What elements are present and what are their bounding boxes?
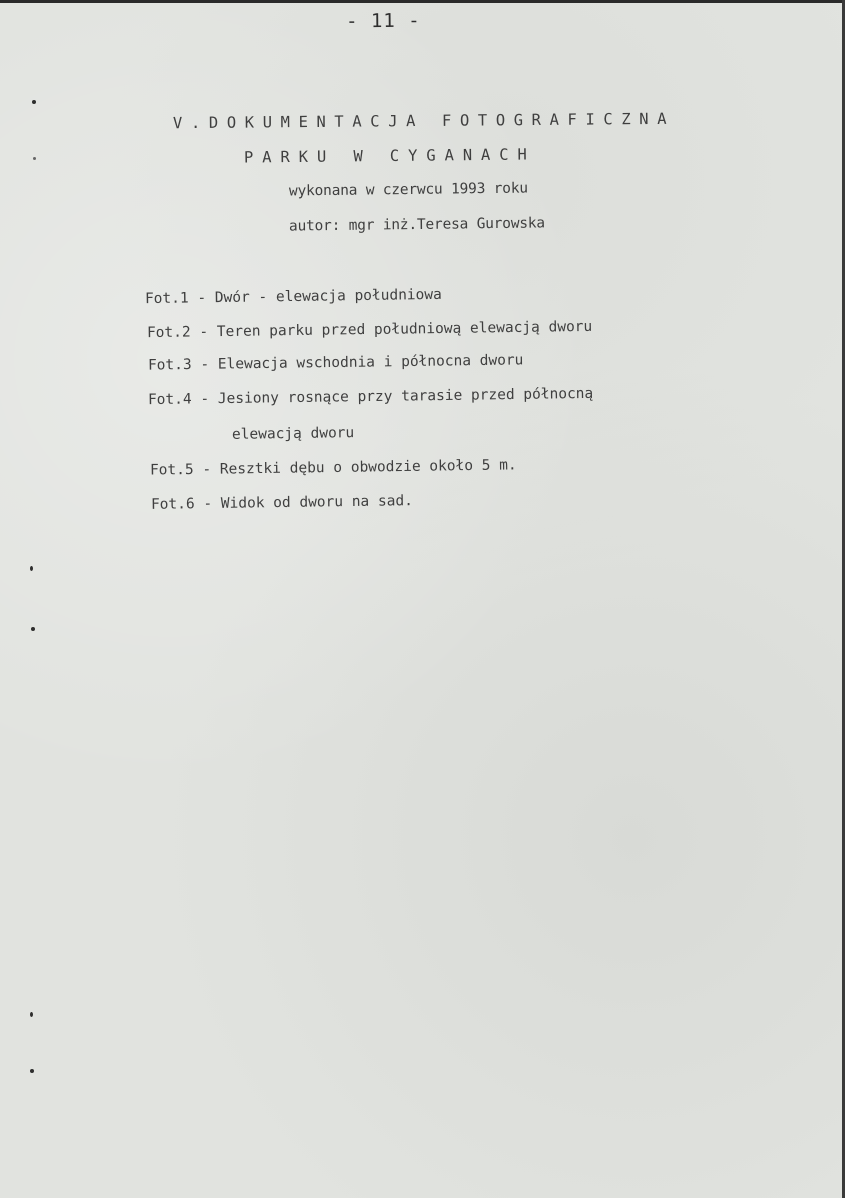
date-line: wykonana w czerwcu 1993 roku (288, 180, 528, 200)
section-subtitle: PARKU W CYGANACH (243, 145, 536, 167)
page-number: - 11 - (345, 9, 421, 33)
photo-caption-2: Fot.2 - Teren parku przed południową elewacją dworu (146, 318, 593, 342)
photo-caption-5: Fot.5 - Resztki dębu o obwodzie około 5 m. (149, 457, 517, 479)
binding-hole-mark (31, 627, 35, 631)
section-title: V.DOKUMENTACJA FOTOGRAFICZNA (172, 109, 676, 133)
photo-caption-4-continued: elewacją dworu (231, 425, 355, 443)
binding-hole-mark (30, 1012, 33, 1017)
author-line: autor: mgr inż.Teresa Gurowska (288, 215, 545, 235)
binding-hole-mark (32, 100, 36, 104)
scan-top-edge (0, 0, 845, 3)
binding-hole-mark (33, 157, 36, 160)
photo-caption-1: Fot.1 - Dwór - elewacja południowa (144, 286, 442, 308)
binding-hole-mark (30, 1069, 34, 1073)
binding-hole-mark (30, 566, 33, 571)
photo-caption-6: Fot.6 - Widok od dworu na sad. (150, 493, 414, 513)
photo-caption-4: Fot.4 - Jesiony rosnące przy tarasie przed północną (147, 385, 594, 409)
photo-caption-3: Fot.3 - Elewacja wschodnia i północna dworu (147, 352, 524, 374)
